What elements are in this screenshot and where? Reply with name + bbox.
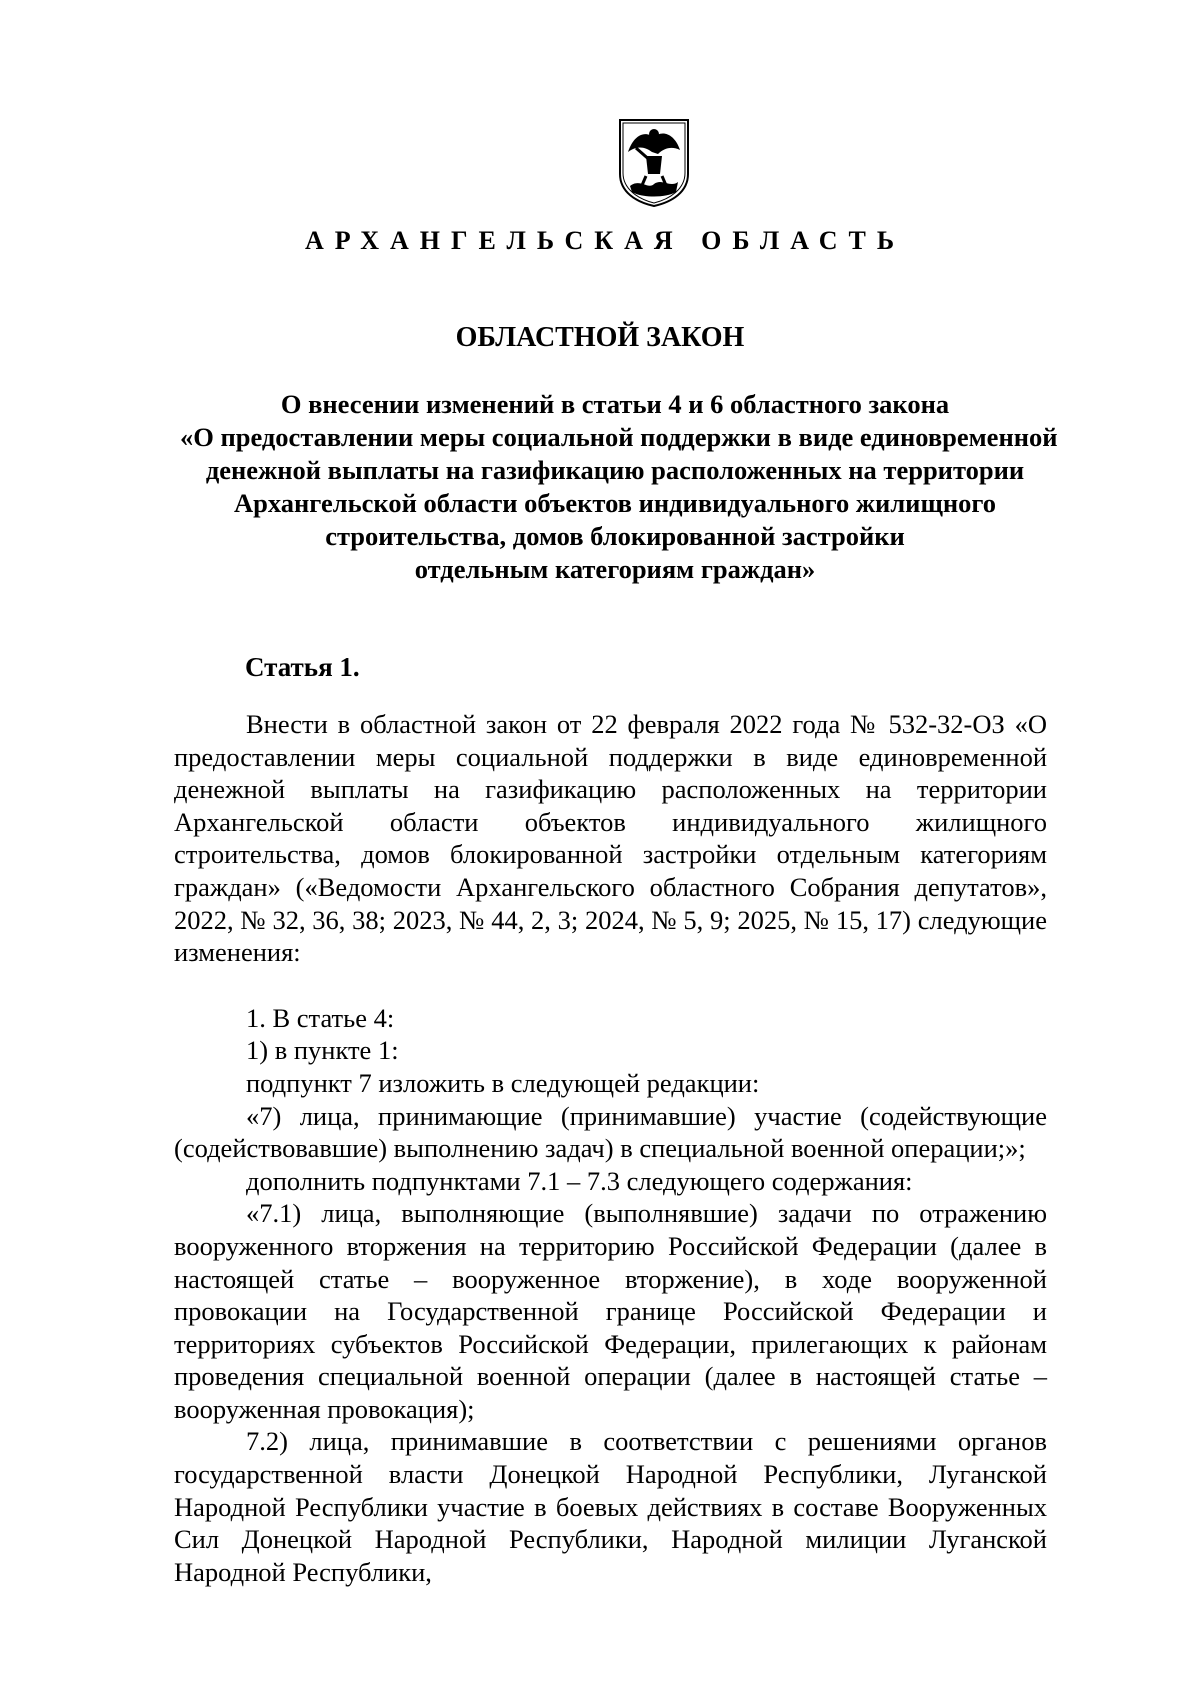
region-name: АРХАНГЕЛЬСКАЯ ОБЛАСТЬ — [304, 226, 906, 255]
law-title-line: отдельным категориям граждан» — [414, 554, 816, 584]
law-title-line: О внесении изменений в статьи 4 и 6 областного закона — [280, 389, 950, 419]
paragraph: 1) в пункте 1: — [246, 1035, 399, 1066]
paragraph: «7.1) лица, выполняющие (выполнявшие) задачи по отражению вооруженного вторжения на территорию Российской Федерации (далее в настоящей статье – вооруженное вторжение), в ходе вооруженной провокации на Государственной границе Российской Федерации и территориях субъектов Российской Федерации, прилегающих к районам проведения специальной военной операции (далее в настоящей статье – вооруженная провокация); — [174, 1198, 1047, 1424]
law-title-line: Архангельской области объектов индивидуального жилищного — [234, 488, 996, 518]
law-title — [180, 388, 1058, 586]
paragraph: дополнить подпунктами 7.1 – 7.3 следующего содержания: — [246, 1165, 913, 1196]
law-title-line: строительства, домов блокированной застройки — [325, 521, 905, 551]
coat-of-arms-emblem — [616, 116, 692, 208]
law-title-line: «О предоставлении меры социальной поддержки в виде единовременной — [180, 422, 1058, 452]
paragraph: подпункт 7 изложить в следующей редакции: — [246, 1067, 760, 1098]
paragraph: Внести в областной закон от 22 февраля 2022 года № 532-32-ОЗ «О предоставлении меры социальной поддержки в виде единовременной денежной выплаты на газификацию расположенных на территории Архангельской области объектов индивидуального жилищного строительства, домов блокированной застройки отдельным категориям граждан» («Ведомости Архангельского областного Собрания депутатов», 2022, № 32, 36, 38; 2023, № 44, 2, 3; 2024, № 5, 9; 2025, № 15, 17) следующие изменения: — [174, 709, 1047, 968]
document-type: ОБЛАСТНОЙ ЗАКОН — [455, 322, 745, 353]
paragraph: 1. В статье 4: — [246, 1002, 395, 1033]
paragraph: 7.2) лица, принимавшие в соответствии с решениями органов государственной власти Донецкой Народной Республики, Луганской Народной Республики участие в боевых действиях в составе Вооруженных Сил Донецкой Народной Республики, Народной милиции Луганской Народной Республики, — [174, 1426, 1047, 1587]
article-heading: Статья 1. — [245, 652, 360, 682]
paragraph: «7) лица, принимающие (принимавшие) участие (содействующие (содействовавшие) выполнению задач) в специальной военной операции;»; — [174, 1100, 1047, 1164]
article-body — [174, 708, 1047, 1588]
law-title-line: денежной выплаты на газификацию расположенных на территории — [205, 455, 1025, 485]
